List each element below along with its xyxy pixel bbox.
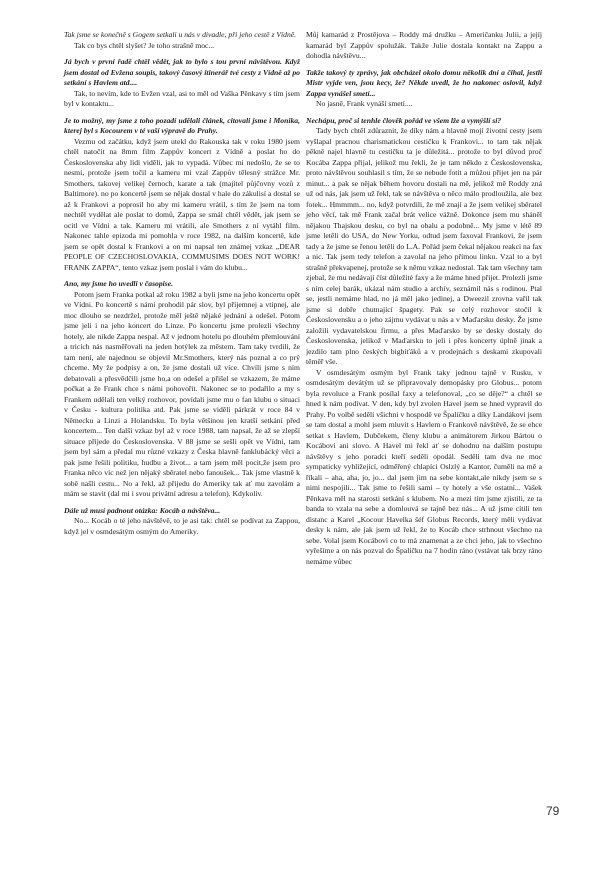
paragraph: No jasně, Frank vynáší smetí.... <box>316 99 413 108</box>
page-number: 79 <box>546 804 560 818</box>
paragraph: No... Kocáb o té jeho návštěvě, to je asi tak: chtěl se podívat za Zappou, když jel v osmdesátým osmým do Ameriky. <box>64 516 300 536</box>
interview-question: Ano, my jsme ho uvedli v časopise. <box>64 279 174 288</box>
paragraph: V osmdesátým osmým byl Frank taky jednou tajně v Rusku, v osmdesátým devátým už se připravovaly demopásky pro Globus... potom byla revoluce a Frank posílal faxy a telefonoval, „co se děje?“ a chtěl se hned k nám podívat. V den, kdy byl zvolen Havel jsem se hned vypravil do Prahy. Po volbě seděli všichni v hospodě ve Špalíčku a díky Landákovi jsem se tam dostal a mohl jsem mluvit s Havlem o Frankově návštěvě, že se ehce setkat s Havlem, Dubčekem, členy klubu a animátorem Jirkou Bártou o Kocábovi ani slovo. A Havel mi řekl ať se dohodnu na dalším postupu návštěvy s jeho poradci kteří seděli opodál. Seděli tam dva ne moc sympaticky vyhlížející, odměřený chlapíci Oslzlý a Kantor, čuměli na mě a říkali – aha, aha, jo, jo... dal jsem jim na sebe kontakt,ale nikdy jsem se s nimi nespojili... Tak jsme to řešili sami – ty hotely a vše ostatní... Vašek Pěnkava měl na starosti setkání s klubem. No a mezi tím jsme zjistili, ze ta banda to vzala na sebe a domlouvá se tajně bez nás... A už jsme cítili ten distanc a Karel „Kocour Havelka šéf Globus Records, který měli vydávat desky k nám, ale jak jsem už řekl, že to Kocáb chce strhnout všechno na sebe. Volal jsem Kocábovi co to má znamenat a ze chci jeho, jak to všechno vyřešíme a on nás pozval do Špalíčku na 7 hodin ráno (vstávat tak brzy ráno nemáme vůbec <box>306 367 542 566</box>
interview-question: Dále už musí padnout otázka: Kocáb a návštěva... <box>64 505 221 515</box>
interview-question: Tak jsme se konečně s Gogem setkali u nás v divadle, při jeho cestě z Vídně. <box>64 30 297 39</box>
interview-question: Je to možný, my jsme z toho pozadí udělali článek, citovali jsme i Monika, kterej byl s Kocourem v té vaší výpravě do Prahy. <box>64 115 300 135</box>
paragraph: Tak co bys chtěl slyšet? Je toho strašně moc... <box>74 40 215 50</box>
paragraph: Tady bych chtěl zdůraznit, že díky nám a hlavně mojí životní cesty jsem vyšlapal pracnou charismatickou cestičku k Frankovi... to tam tak nějak pěkně najel hlavně tu cestičku ta je důležitá... protože to byl důvod proč Kocába Zappa přijal, jelikož mu řekli, že je tam někdo z Československa, proto návštěvou souhlasil s tím, že se nebude fotit a můžou přijet jen na pár minut... a pak se nějak během hovoru dostali na mě, jelikož mě Roddy zná už od nás, jak jsem už řekl, tak se návštěva o něco málo prodloužila, ale bez fotek... Hmmmm... no, když potvrdili, že mě znají a že jsem velikej sběratel jeho věcí, tak mě Frank začal brát velice vážně. Dokonce jsem mu sháněl nějakou Thajskou desku, co byl na obalu a podobně... My jsme v létě 89 jsme letěli do USA, do New Yorku, odtud jsem faxoval Frankovi, že jsem tady a že jsme se řenou letěli do L.A. Pořád jsem čekal nějakou reakci na fax a nic. Tak jsem tedy telefon a zavolal na jeho přímou linku. Vzal to a byl strašně překvapenej, protože se k němu vzkaz nedostal. Tak tam všechny tam zjebal, že mu nedávají číst důležité faxy a že máme hned přijet. Prolezli jsme s ním celej barák, ukázal nám studio a archív, seznámil nás s rodinou. Ptal se, jestli nemáme hlad, no já měl jako jedinej, a Dweezil zrovna vařil tak jsme si dobře chutnající špagety. Pak se celý rozhovor stočil k Československu a o jeho zájmu vydávat u nás a v Maďarsku desky. Že jsme založili vydavatelskou firmu, a přes Maďarsko by se desky dostaly do Československa, jelikož v Maďarsku to jeli i přes koncerty úplně jinak a jezdilo tam plno českých bigbíťáků a v prodejnách s deskami zkupovali těměř vše. <box>306 126 542 366</box>
right-text-column <box>306 30 542 567</box>
interview-question: Takže takový ty zprávy, jak obcházel okolo domu několik dní a čihal, jestli Mistr vyjde ven, jsou kecy, že? Někde uvedl, že ho nakonec oslovil, když Zappa vynášel smetí... <box>306 67 542 98</box>
interview-question: Nechápu, proč si tenhle člověk pořád ve všem lže a vymýšlí si? <box>306 115 502 125</box>
paragraph: Vezmu od začátku, když jsem utekl do Rakouska tak v roku 1980 jsem chtěl natočit na 8mm film Zappův koncert z Vídně a poslat ho do Československa aby lidi viděli, jak to vypadá. Vůbec mi nedošlo, že se to nesmí, protože jsem točil a kameru mi vzal Zappův tělesný strážce Mr. Smothers, takovej velikej černoch, karate a tak (majitel půjčovny vozů z Baltimore). no po koncertě jsem se nějak dostal v hale do zákulisí a dostal se až k Frankovi a poprosil ho aby mi kameru vrátil, s tím že jsem na tom nechtěl vydělat ale poslat to domů, Zappa se smál chtěl vědět, jak jsem se ocitl ve Vídni a tak. Kameru mi vrátili, ale Smothers z ní vytáhl film. Nakonec tahle epizoda mi pomohla v roce 1982, na dalším koncertě, kde jsem se opět dostal k Frankovi a on mi napsal ten známej vzkaz „DEAR PEOPLE OF CZECHOSLOVAKIA, COMMUSIMS DOES NOT WORK! FRANK ZAPPA“, tento vzkaz jsem poslal i vám do klubu... <box>64 136 300 272</box>
paragraph: Potom jsem Franka potkal až roku 1982 a byli jsme na jeho koncertu opět ve Vídni. Po koncertě s námi prohodil pár slov, byl příjemnej a vtipnej, ale moc dlouho se nezdržel, protože měl ještě nějaké jednání a odešel. Potom jsme jeli i na jeho koncert do Linze. Po koncertu jsme prolezli všechny hotely, ale nikde Zappa nespal. Až v jednom hotelu po dlouhém přemlouvání a tricích nás nasměřovali na jeden hotýlek za městem. Tam taky tvrdili, že tam není, ale najednou se objevil Mr.Smothers, který nás poznal a co prý chceme. My že podpisy a on, že jsme dostali už více. Chvíli jsme s ním debatovali a přesvědčili jsme ho,a on odešel a přišel se vzkazem, že máme počkat a že Frank chce s námi pohovořit. Nakonec se to podařilo a my s Frankem udělali ten velký rozhovor, povídali jsme mu o fan klubu o situaci v Česku - kultura politika atd. Pak jsme se viděli párkrát v roce 84 v Německu a Linzi a Holandsku. To byla většinou jen kratší setkání před koncertem... Ten další vzkaz byl až v roce 1988, tam napsal, že až se zlepší situace přijede do Československa. V 88 jsme se sešli opět ve Vídni, tam jsem byl sám a předal mu různé vzkazy z Česka hlavně fanklubácký věci a pak jsme řešili politiku, hudbu a život... a tam jsem měl pocit,že jsem pro Franka něco víc než jen nějaký sběratel nebo fanoušek... Tak jsme vlastně k sobě našli cestu... No a řekl, až přijedu do Ameriky tak ať mu zavolám a mám se stavit (dal mi i svou privátní adresu a telefon). Kdykoliv. <box>64 289 300 498</box>
interview-question: Já bych v první řadě chtěl vědět, jak to bylo s tou první návštěvou. Když jsem dostal od Evžena soupis, takový časový itinerář tvé cesty z Vídně až po setkání s Havlem atd.... <box>64 57 300 87</box>
paragraph: Tak, to nevím, kde to Evžen vzal, asi to měl od Vaška Pěnkavy s tím jsem byl v kontaktu... <box>64 88 300 108</box>
paragraph: Můj kamarád z Prostějova – Roddy má družku – Američanku Julii, a jejíj kamarád byl Zappův spolužák. Takže Julie dostala kontakt na Zappu a dohodla návštěvu... <box>306 30 542 60</box>
left-text-column <box>64 30 300 537</box>
